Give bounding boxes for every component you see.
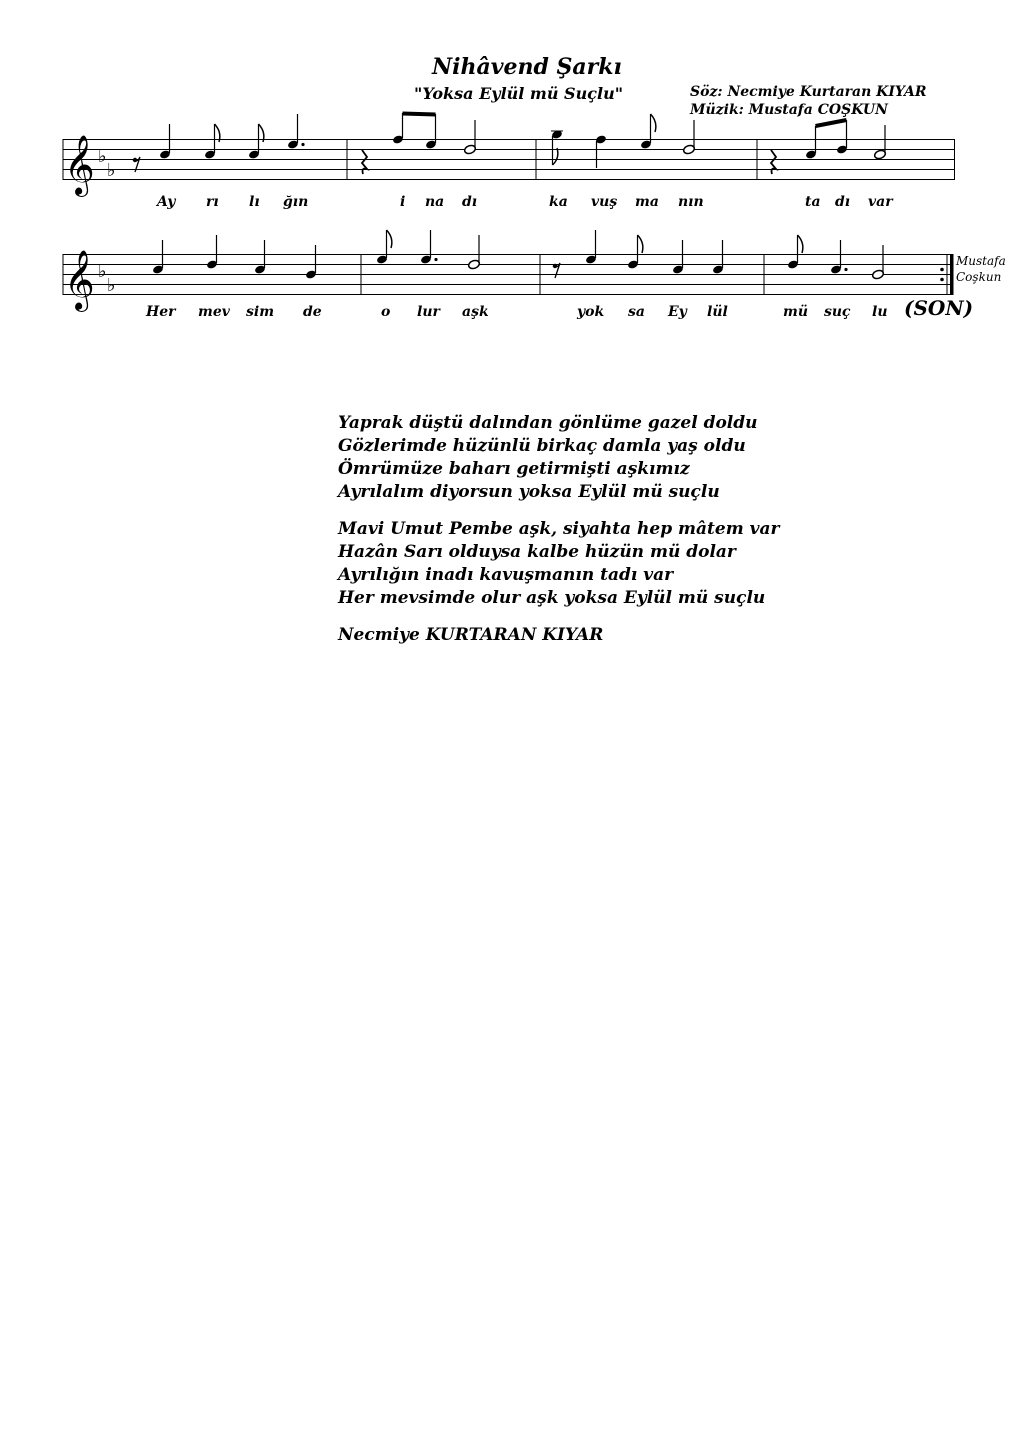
lyric-syllable: de: [303, 304, 322, 320]
flat-b-icon: ♭: [98, 146, 107, 167]
lyric-syllable: dı: [835, 194, 851, 210]
lyric-syllable: ma: [635, 194, 659, 210]
note: [376, 230, 392, 265]
lyric-syllable: yok: [577, 304, 605, 320]
staff-1-lyrics: [155, 194, 894, 210]
lyric-syllable: dı: [462, 194, 478, 210]
poem-line: Ayrılığın inadı kavuşmanın tadı var: [338, 565, 674, 585]
note: [287, 114, 305, 150]
lyric-syllable: mev: [198, 304, 230, 320]
lyric-syllable: sim: [246, 304, 275, 320]
page-title: Nihâvend Şarkı: [432, 54, 622, 80]
note: [874, 125, 887, 160]
poem-line: Yaprak düştü dalından gönlüme gazel doldu: [338, 413, 758, 433]
note: [683, 120, 696, 155]
lyric-syllable: Ey: [668, 304, 687, 320]
note: [585, 230, 597, 265]
final-barline: [950, 254, 954, 295]
lyric-syllable: sa: [628, 304, 645, 320]
note: [420, 230, 438, 265]
poem-stanza: [338, 412, 779, 504]
repeat-dot: [940, 278, 944, 282]
lyric-syllable: o: [381, 304, 391, 320]
lyric-syllable: Ay: [157, 194, 176, 210]
lyric-syllable: suç: [824, 304, 851, 320]
staff-2-lyrics: [145, 304, 888, 320]
note: [672, 240, 684, 275]
note: [468, 235, 481, 270]
lyric-syllable: vuş: [591, 194, 618, 210]
note: [248, 124, 264, 160]
lyric-syllable: ka: [549, 194, 568, 210]
lyric-syllable: ğın: [283, 194, 309, 210]
end-mark: (SON): [904, 296, 974, 320]
note: [830, 240, 848, 275]
note: [254, 240, 266, 275]
note: [595, 134, 607, 168]
flat-e-icon: ♭: [107, 275, 116, 296]
lyric-syllable: i: [400, 194, 406, 210]
note: [464, 120, 477, 155]
composer-signature-line: Coşkun: [956, 270, 1002, 284]
quarter-rest-icon: [362, 150, 367, 174]
song-subtitle: "Yoksa Eylül mü Suçlu": [414, 84, 624, 103]
poem-line: Mavi Umut Pembe aşk, siyahta hep mâtem var: [338, 519, 780, 539]
poem-line: Her mevsimde olur aşk yoksa Eylül mü suçlu: [338, 588, 766, 608]
note: [712, 240, 724, 275]
note: [206, 235, 218, 270]
note: [152, 240, 164, 275]
composer-signature-line: Mustafa: [956, 254, 1006, 268]
note: [872, 245, 885, 280]
poem-line: Ömrümüze baharı getirmişti aşkımız: [338, 459, 690, 479]
poem-line: Ayrılalım diyorsun yoksa Eylül mü suçlu: [338, 482, 720, 502]
lyric-syllable: aşk: [462, 304, 489, 320]
note: [392, 113, 437, 150]
lyric-syllable: var: [868, 194, 893, 210]
lyric-syllable: ta: [805, 194, 821, 210]
lyric-syllable: lı: [249, 194, 260, 210]
staff-1: [63, 113, 955, 210]
staff-2: [63, 230, 1006, 320]
treble-clef-icon: 𝄞: [64, 135, 95, 195]
music-credit: Müzik: Mustafa COŞKUN: [690, 102, 888, 118]
repeat-dot: [940, 268, 944, 272]
treble-clef-icon: 𝄞: [64, 250, 95, 310]
quarter-rest-icon: [771, 150, 776, 174]
flat-e-icon: ♭: [107, 160, 116, 181]
poem-author: Necmiye KURTARAN KIYAR: [338, 625, 604, 645]
lyric-syllable: lur: [417, 304, 440, 320]
lyric-syllable: Her: [146, 304, 176, 320]
lyric-syllable: lu: [872, 304, 888, 320]
lyrics-credit: Söz: Necmiye Kurtaran KIYAR: [690, 84, 927, 100]
note: [640, 114, 656, 150]
poem-line: Gözlerimde hüzünlü birkaç damla yaş oldu: [338, 436, 746, 456]
eighth-rest-icon: [553, 263, 560, 278]
note: [204, 124, 220, 160]
flat-b-icon: ♭: [98, 261, 107, 282]
poem-line: Hazân Sarı olduysa kalbe hüzün mü dolar: [338, 542, 736, 562]
poem-stanza: [338, 518, 779, 610]
music-score: [0, 0, 1015, 340]
note: [305, 245, 317, 280]
lyric-syllable: rı: [206, 194, 219, 210]
lyric-syllable: mü: [783, 304, 808, 320]
lyric-syllable: na: [425, 194, 445, 210]
poem-text: [338, 412, 779, 647]
lyric-syllable: lül: [707, 304, 728, 320]
lyric-syllable: nın: [678, 194, 704, 210]
note: [159, 124, 171, 160]
